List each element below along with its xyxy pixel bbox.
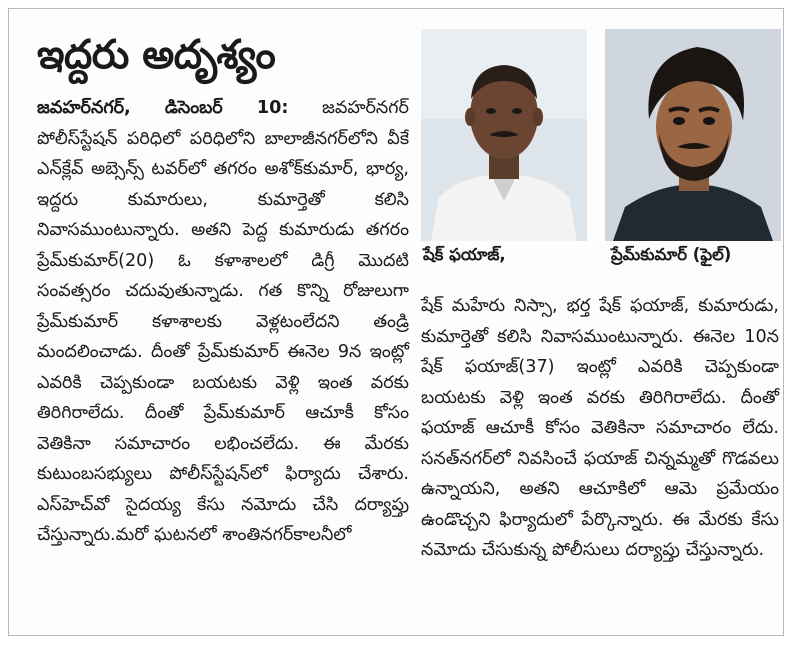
right-column xyxy=(421,291,779,566)
photo-prem-kumar xyxy=(605,29,781,241)
photo-caption: షేక్ ఫయాజ్, xyxy=(423,245,506,264)
body-left-text: జవహర్‌నగర్ పోలీస్‌స్టేషన్ పరిధిలో పరిధిలోని బాలాజీనగర్‌లోని వీకే ఎన్‌క్లేవ్ అబ్సెన్స్ టవర్‌లో తగరం అశోక్‌కుమార్, భార్య, ఇద్దరు కుమారులు, కుమార్తెతో కలిసి నివాసముంటున్నారు. అతని పెద్ద కుమారుడు తగరం ప్రేమ్‌కుమార్(20) ఓ కళాశాలలో డిగ్రీ మొదటి సంవత్సరం చదువుతున్నాడు. గత కొన్ని రోజులుగా ప్రేమ్‌కుమార్ కళాశాలకు వెళ్లటంలేదని తండ్రి మందలించాడు. దీంతో ప్రేమ్‌కుమార్ ఈనెల 9న ఇంట్లో ఎవరికి చెప్పకుండా బయటకు వెళ్లి ఇంత వరకు తిరిగిరాలేదు. దీంతో ప్రేమ్‌కుమార్ ఆచూకీ కోసం వెతికినా సమాచారం లభించలేదు. ఈ మేరకు కుటుంబసభ్యులు పోలీస్‌స్టేషన్‌లో ఫిర్యాదు చేశారు. ఎస్‌హెచ్‌వో సైదయ్య కేసు నమోదు చేసి దర్యాప్తు చేస్తున్నారు.మరో ఘటనలో శాంతినగర్‌కాలనీలో xyxy=(37,98,409,545)
headline: ఇద్దరు అదృశ్యం xyxy=(37,32,276,78)
news-clipping xyxy=(8,8,784,636)
person-photo-icon xyxy=(605,29,781,241)
article-body-left xyxy=(37,93,409,551)
person-photo-icon xyxy=(421,29,587,241)
article-body-right: షేక్ మహేరు నిస్సా, భర్త షేక్ ఫయాజ్, కుమారుడు, కుమార్తెతో కలిసి నివాసముంటున్నారు. ఈనెల 10న షేక్ ఫయాజ్(37) ఇంట్లో ఎవరికి చెప్పకుండా బయటకు వెళ్లి ఇంత వరకు తిరిగిరాలేదు. దీంతో ఫయాజ్ ఆచూకీ కోసం వెతికినా సమాచారం లేదు. సనత్‌నగర్‌లో నివసించే ఫయాజ్ చిన్నమ్మతో గొడవలు ఉన్నాయని, అతని ఆచూకిలో ఆమె ప్రమేయం ఉండొచ్చని ఫిర్యాదులో పేర్కొన్నారు. ఈ మేరకు కేసు నమోదు చేసుకున్న పోలీసులు దర్యాప్తు చేస్తున్నారు. xyxy=(421,296,779,560)
left-column xyxy=(37,31,409,551)
photo-caption: ప్రేమ్‌కుమార్ (ఫైల్) xyxy=(611,245,732,264)
photos-row xyxy=(421,29,781,271)
dateline: జవహర్‌నగర్, డిసెంబర్ 10: xyxy=(37,98,289,118)
photo-shaik-fayaz xyxy=(421,29,587,241)
